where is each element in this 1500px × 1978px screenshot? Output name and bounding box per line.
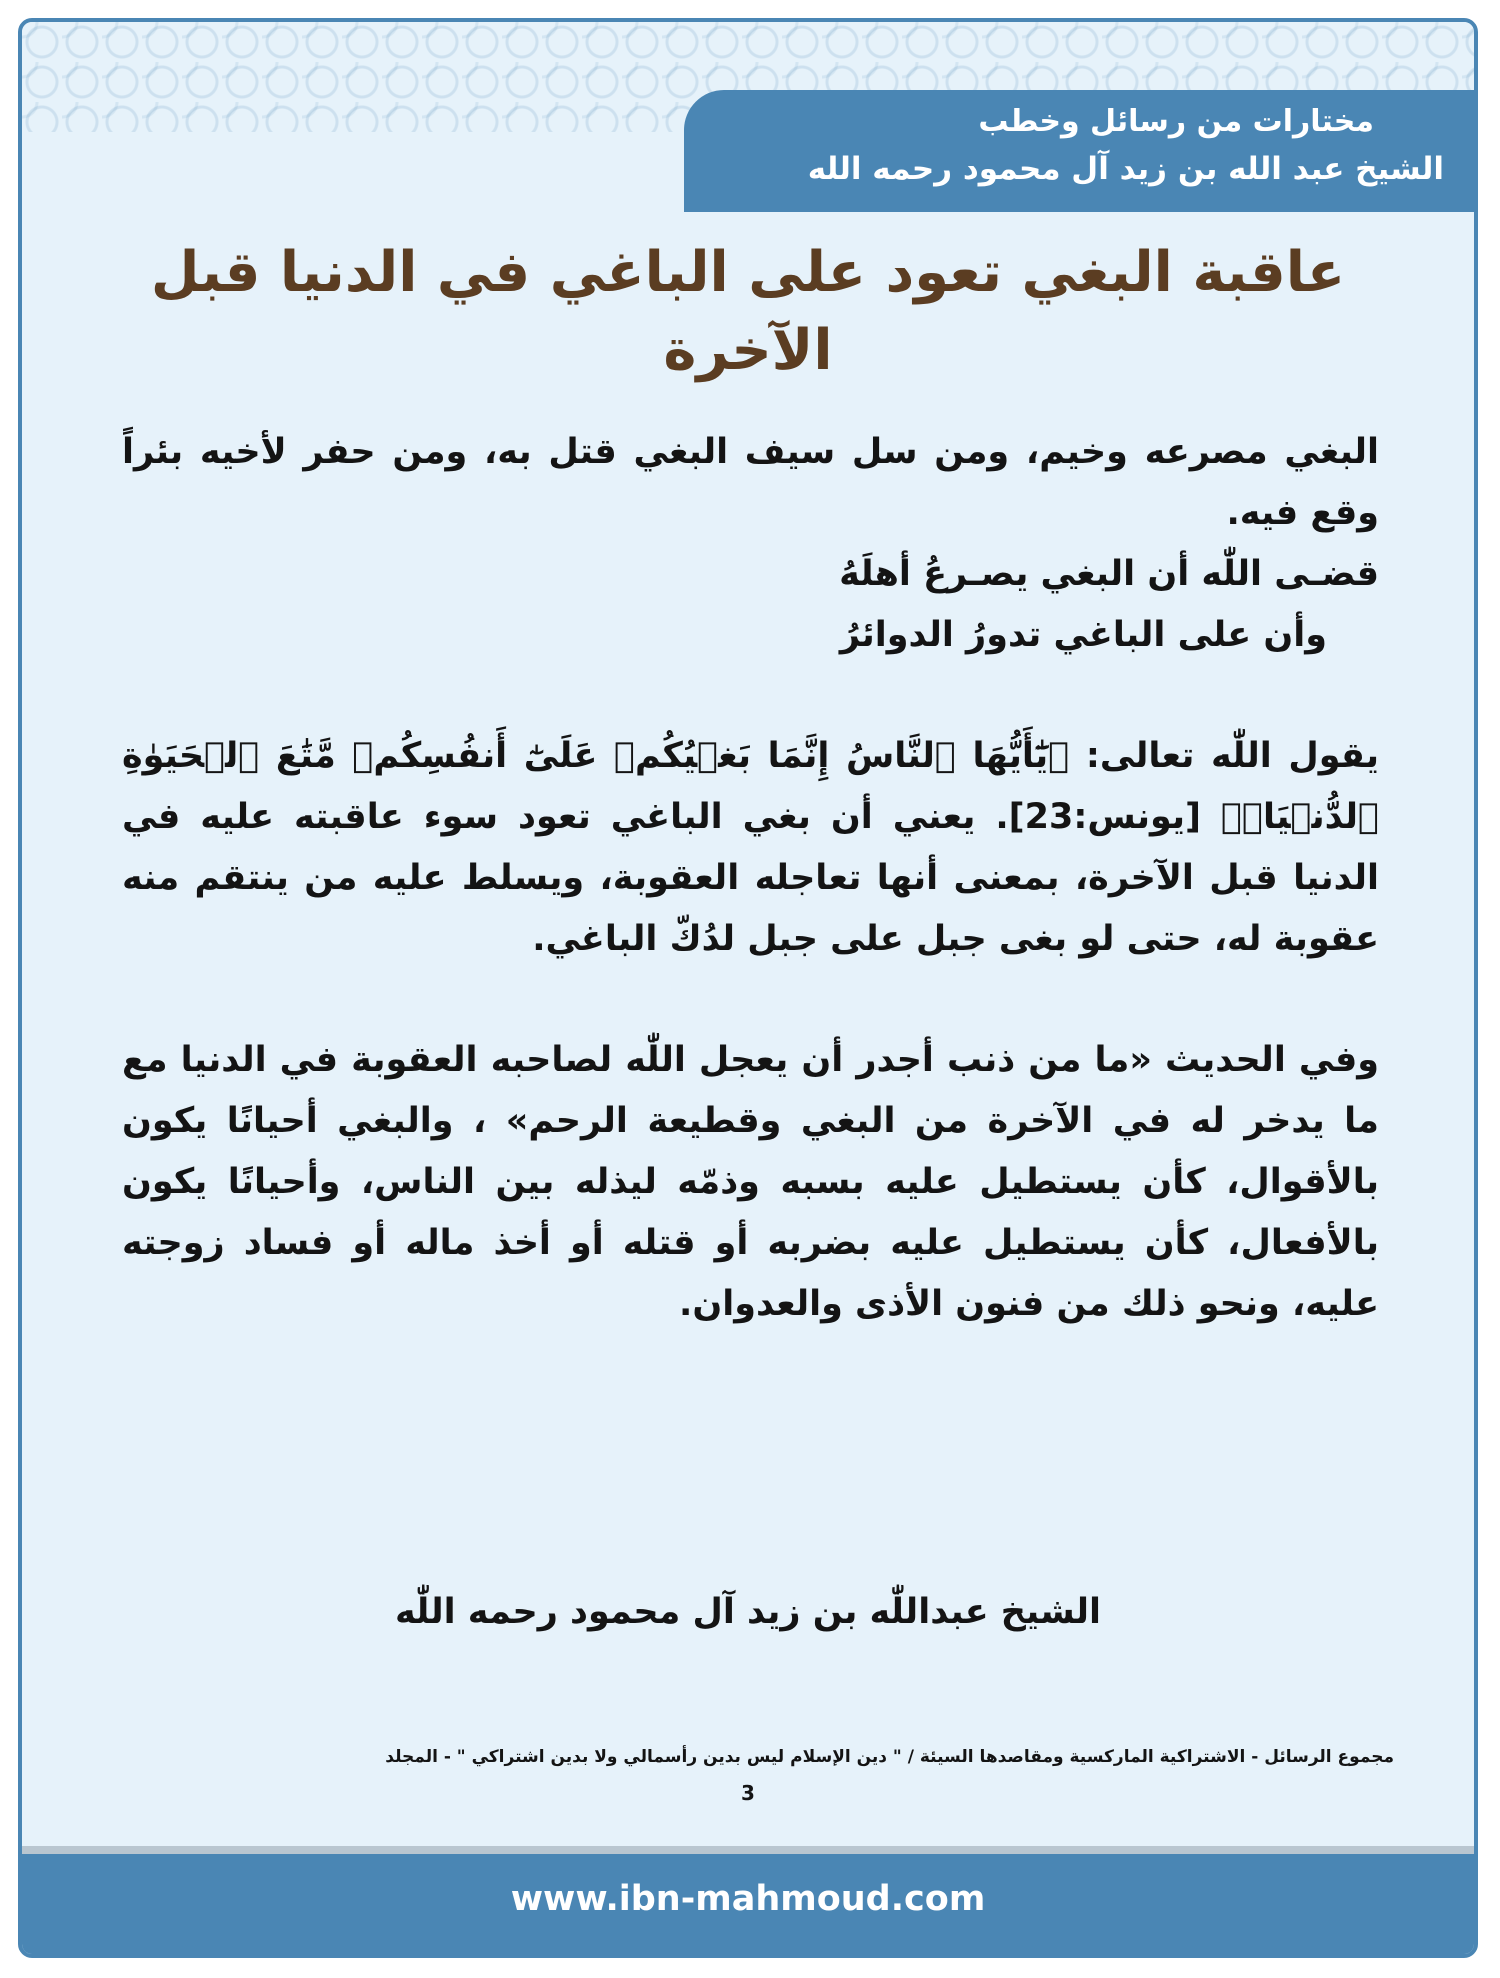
hadith-explanation: ، والبغي أحيانًا يكون بالأقوال، كأن يستطيل عليه بسبه وذمّه ليذله بين الناس، وأحيانًا يكون بالأفعال، كأن يستطيل عليه بضربه أو قتله أو أخذ ماله أو فساد زوجته عليه، ونحو ذلك من فنون الأذى والعدوان. <box>122 1101 1379 1324</box>
paragraph-spacer <box>122 970 1379 1030</box>
poem-verse-2: وأن على الباغي تدورُ الدوائرُ <box>839 615 1327 655</box>
hadith-intro: وفي الحديث <box>1151 1040 1379 1080</box>
quran-paragraph <box>122 726 1379 970</box>
page-frame <box>18 18 1478 1958</box>
header-banner <box>684 90 1474 212</box>
quran-explanation: [يونس:23]. يعني أن بغي الباغي تعود سوء عاقبته عليه في الدنيا قبل الآخرة، بمعنى أنها تعاجله العقوبة، ويسلط عليه من ينتقم منه عقوبة له، حتى لو بغى جبل على جبل لدُكّ الباغي. <box>122 797 1379 959</box>
author-signature: الشيخ عبداللّٰه بن زيد آل محمود رحمه اللّٰه <box>394 1592 1102 1632</box>
page-number: 3 <box>741 1781 755 1805</box>
article-body <box>122 422 1379 1335</box>
quran-verse: ﴿يَٰٓأَيُّهَا ٱلنَّاسُ إِنَّمَا بَغۡيُكُمۡ عَلَىٰٓ أَنفُسِكُمۖ مَّتَٰعَ ٱلۡحَيَوٰةِ ٱلدُّنۡيَاۖ﴾ <box>122 736 1379 837</box>
quran-intro: يقول اللّٰه تعالى: <box>1069 736 1379 776</box>
header-series-title: مختارات من رسائل وخطب <box>978 104 1374 139</box>
source-reference: مجموع الرسائل - الاشتراكية الماركسية ومقاصدها السيئة / " دين الإسلام ليس بدين رأسمالي ولا بدين اشتراكي " - المجلد <box>385 1747 1394 1767</box>
footer-divider <box>22 1846 1474 1854</box>
hadith-quote: «ما من ذنب أجدر أن يعجل اللّٰه لصاحبه العقوبة في الدنيا مع ما يدخر له في الآخرة من البغي وقطيعة الرحم» <box>122 1040 1379 1141</box>
paragraph-spacer <box>122 666 1379 726</box>
hadith-paragraph <box>122 1030 1379 1335</box>
intro-paragraph: البغي مصرعه وخيم، ومن سل سيف البغي قتل به، ومن حفر لأخيه بئراً وقع فيه. <box>122 432 1379 533</box>
poem-verse-1: قضـى اللّٰه أن البغي يصـرعُ أهلَهُ <box>839 554 1379 594</box>
website-link[interactable]: www.ibn-mahmoud.com <box>510 1879 986 1919</box>
header-author: الشيخ عبد الله بن زيد آل محمود رحمه الله <box>807 151 1444 187</box>
article-title: عاقبة البغي تعود على الباغي في الدنيا قبل الآخرة <box>150 240 1346 383</box>
